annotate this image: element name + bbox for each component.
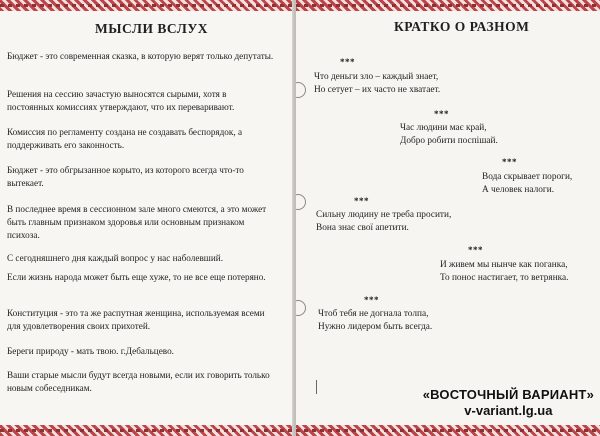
left-page-title: МЫСЛИ ВСЛУХ <box>95 21 208 36</box>
verse-line: Сильну людину не треба просити, <box>316 210 452 220</box>
paragraph: Бюджет - это современная сказка, в которую верят только депутаты. <box>7 51 274 61</box>
verse-line: Добро робити поспішай. <box>400 136 498 146</box>
verse-separator: *** <box>502 157 517 167</box>
paragraph: Если жизнь народа может быть еще хуже, то не все еще потеряно. <box>7 272 266 282</box>
verse-line: Что деньги зло – каждый знает, <box>314 72 439 82</box>
verse-separator: *** <box>354 196 369 206</box>
margin-mark <box>316 380 317 394</box>
paragraph: С сегодняшнего дня каждый вопрос у нас наболевший. <box>7 253 223 263</box>
verse-line: То понос настигает, то ветрянка. <box>440 273 569 283</box>
binding-hole <box>296 194 306 210</box>
paragraph: Ваши старые мысли будут всегда новыми, если их говорить только новым собеседникам. <box>7 370 270 393</box>
watermark <box>423 387 594 419</box>
verse-separator: *** <box>364 295 379 305</box>
paragraph: Бюджет - это обгрызанное корыто, из которого всегда что-то вытекает. <box>7 165 244 188</box>
paragraph: Береги природу - мать твою. г.Дебальцево. <box>7 346 174 356</box>
bottom-ornament-border <box>0 425 294 436</box>
bottom-ornament-border <box>296 425 600 436</box>
paragraph: Решения на сессию зачастую выносятся сырыми, хотя в постоянных комиссиях утверждают, что их переваривают. <box>7 89 235 112</box>
binding-hole <box>296 300 306 316</box>
left-page <box>0 0 294 436</box>
verse-separator: *** <box>340 57 355 67</box>
verse-line: А человек налоги. <box>482 185 555 195</box>
binding-holes <box>296 0 310 436</box>
right-page <box>296 0 600 436</box>
verse-line: Но сетует – их часто не хватает. <box>314 85 441 95</box>
paragraph: Комиссия по регламенту создана не создавать беспорядок, а поддерживать его законность. <box>7 127 243 150</box>
watermark-brand: «ВОСТОЧНЫЙ ВАРИАНТ» <box>422 387 594 402</box>
verse-line: Чтоб тебя не догнала толпа, <box>318 309 429 319</box>
top-ornament-border <box>296 0 600 11</box>
watermark-url: v-variant.lg.ua <box>464 403 553 418</box>
verse-line: Вона знає свої апетити. <box>316 223 409 233</box>
paragraph: В последнее время в сессионном зале много смеются, а это может быть главным признаком здоровья или основным признаком психоза. <box>7 204 267 240</box>
verse-separator: *** <box>468 245 483 255</box>
verse-line: Нужно лидером быть всегда. <box>318 322 433 332</box>
top-ornament-border <box>0 0 294 11</box>
verse-line: Час людини має край, <box>400 123 487 133</box>
right-page-title: КРАТКО О РАЗНОМ <box>394 19 530 34</box>
binding-hole <box>296 82 306 98</box>
verse-line: Вода скрывает пороги, <box>482 172 573 182</box>
paragraph: Конституция - это та же распутная женщина, используемая всеми для удовлетворения своих прихотей. <box>7 308 265 331</box>
verse-separator: *** <box>434 109 449 119</box>
verse-line: И живем мы нынче как поганка, <box>440 260 568 270</box>
